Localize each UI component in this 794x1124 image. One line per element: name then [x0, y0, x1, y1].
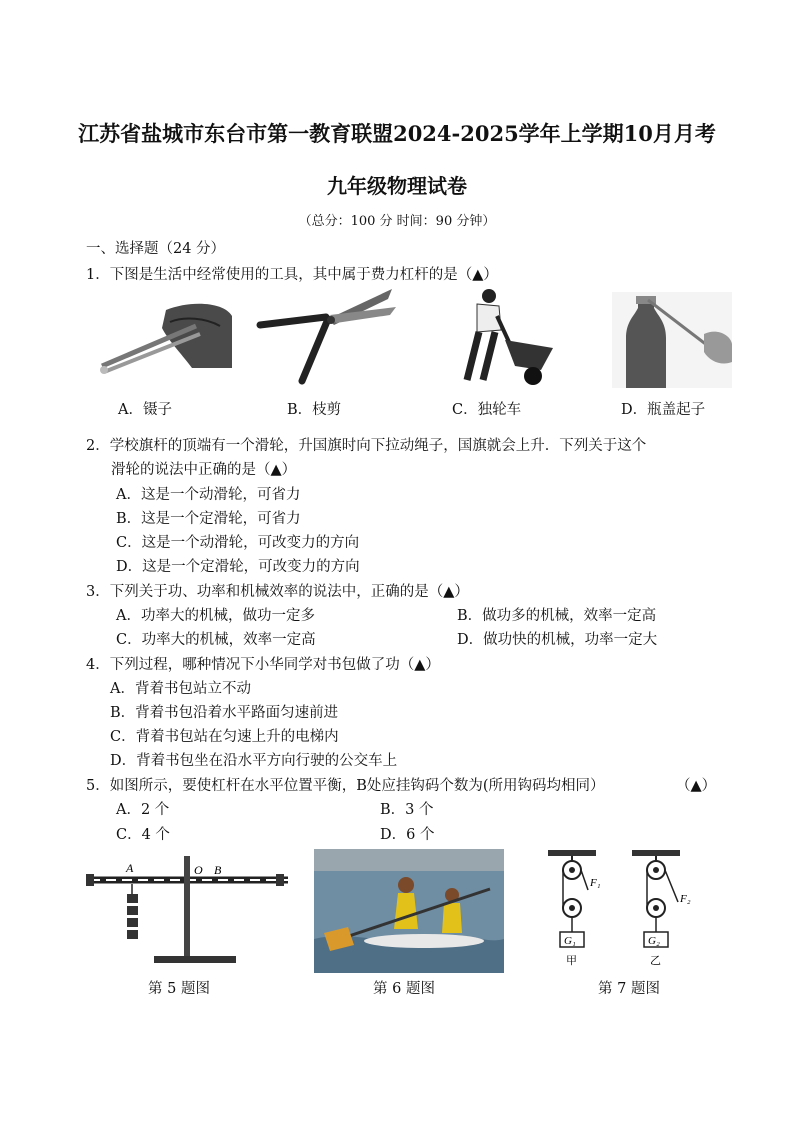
pruning-shears-image	[256, 285, 396, 387]
tweezers-image	[96, 292, 234, 376]
q3-stem: 3．下列关于功、功率和机械效率的说法中，正确的是（▲）	[86, 584, 469, 600]
q5-option-b: B．3 个	[380, 802, 434, 818]
q4-option-c: C．背着书包站在匀速上升的电梯内	[110, 729, 339, 745]
q5-option-c: C．4 个	[116, 827, 170, 843]
label-g2: G₂	[648, 935, 660, 947]
q5-option-a: A．2 个	[116, 802, 170, 818]
section-heading: 一、选择题（24 分）	[86, 241, 226, 257]
q4-option-d: D．背着书包坐在沿水平方向行驶的公交车上	[110, 753, 398, 769]
q1-option-a: A．镊子	[118, 402, 172, 418]
q2-option-b: B．这是一个定滑轮，可省力	[116, 511, 301, 527]
label-jia: 甲	[566, 955, 577, 967]
pulley-figure	[544, 850, 704, 970]
exam-meta: （总分：100 分 时间：90 分钟）	[298, 214, 496, 229]
exam-subtitle: 九年级物理试卷	[327, 174, 467, 198]
q4-option-a: A．背着书包站立不动	[110, 681, 251, 697]
q3-option-c: C．功率大的机械，效率一定高	[116, 632, 316, 648]
q2-stem-line2: 滑轮的说法中正确的是（▲）	[111, 462, 297, 478]
q5-stem: 5．如图所示，要使杠杆在水平位置平衡，B处应挂钩码个数为(所用钩码均相同）	[86, 778, 605, 794]
q3-option-b: B．做功多的机械，效率一定高	[457, 608, 657, 624]
label-b: B	[214, 863, 222, 877]
wheelbarrow-image	[437, 286, 557, 386]
q4-stem: 4．下列过程，哪种情况下小华同学对书包做了功（▲）	[86, 657, 440, 673]
kayak-photo	[314, 849, 504, 973]
bottle-opener-image	[612, 292, 732, 388]
label-f1: F₁	[590, 877, 601, 889]
lever-figure	[84, 852, 290, 972]
q1-option-c: C．独轮车	[452, 402, 522, 418]
fig6-caption: 第 6 题图	[373, 981, 435, 997]
fig7-caption: 第 7 题图	[598, 981, 660, 997]
q2-option-d: D．这是一个定滑轮，可改变力的方向	[116, 559, 360, 575]
q1-option-d: D．瓶盖起子	[621, 402, 706, 418]
fig5-caption: 第 5 题图	[148, 981, 210, 997]
exam-title: 江苏省盐城市东台市第一教育联盟2024-2025学年上学期10月月考	[78, 121, 716, 146]
q4-option-b: B．背着书包沿着水平路面匀速前进	[110, 705, 339, 721]
label-yi: 乙	[650, 955, 661, 967]
label-f2: F₂	[680, 893, 691, 905]
label-o: O	[194, 863, 203, 877]
q2-stem-line1: 2．学校旗杆的顶端有一个滑轮，升国旗时向下拉动绳子，国旗就会上升．下列关于这个	[86, 438, 647, 454]
label-a: A	[126, 861, 134, 875]
label-g1: G₁	[564, 935, 576, 947]
q1-option-b: B．枝剪	[287, 402, 342, 418]
q2-option-a: A．这是一个动滑轮，可省力	[116, 487, 301, 503]
q3-option-a: A．功率大的机械，做功一定多	[116, 608, 315, 624]
q5-answer-mark: （▲）	[676, 778, 717, 794]
q1-stem: 1．下图是生活中经常使用的工具，其中属于费力杠杆的是（▲）	[86, 267, 498, 283]
q5-option-d: D．6 个	[380, 827, 435, 843]
q3-option-d: D．做功快的机械，功率一定大	[457, 632, 658, 648]
q2-option-c: C．这是一个动滑轮，可改变力的方向	[116, 535, 360, 551]
